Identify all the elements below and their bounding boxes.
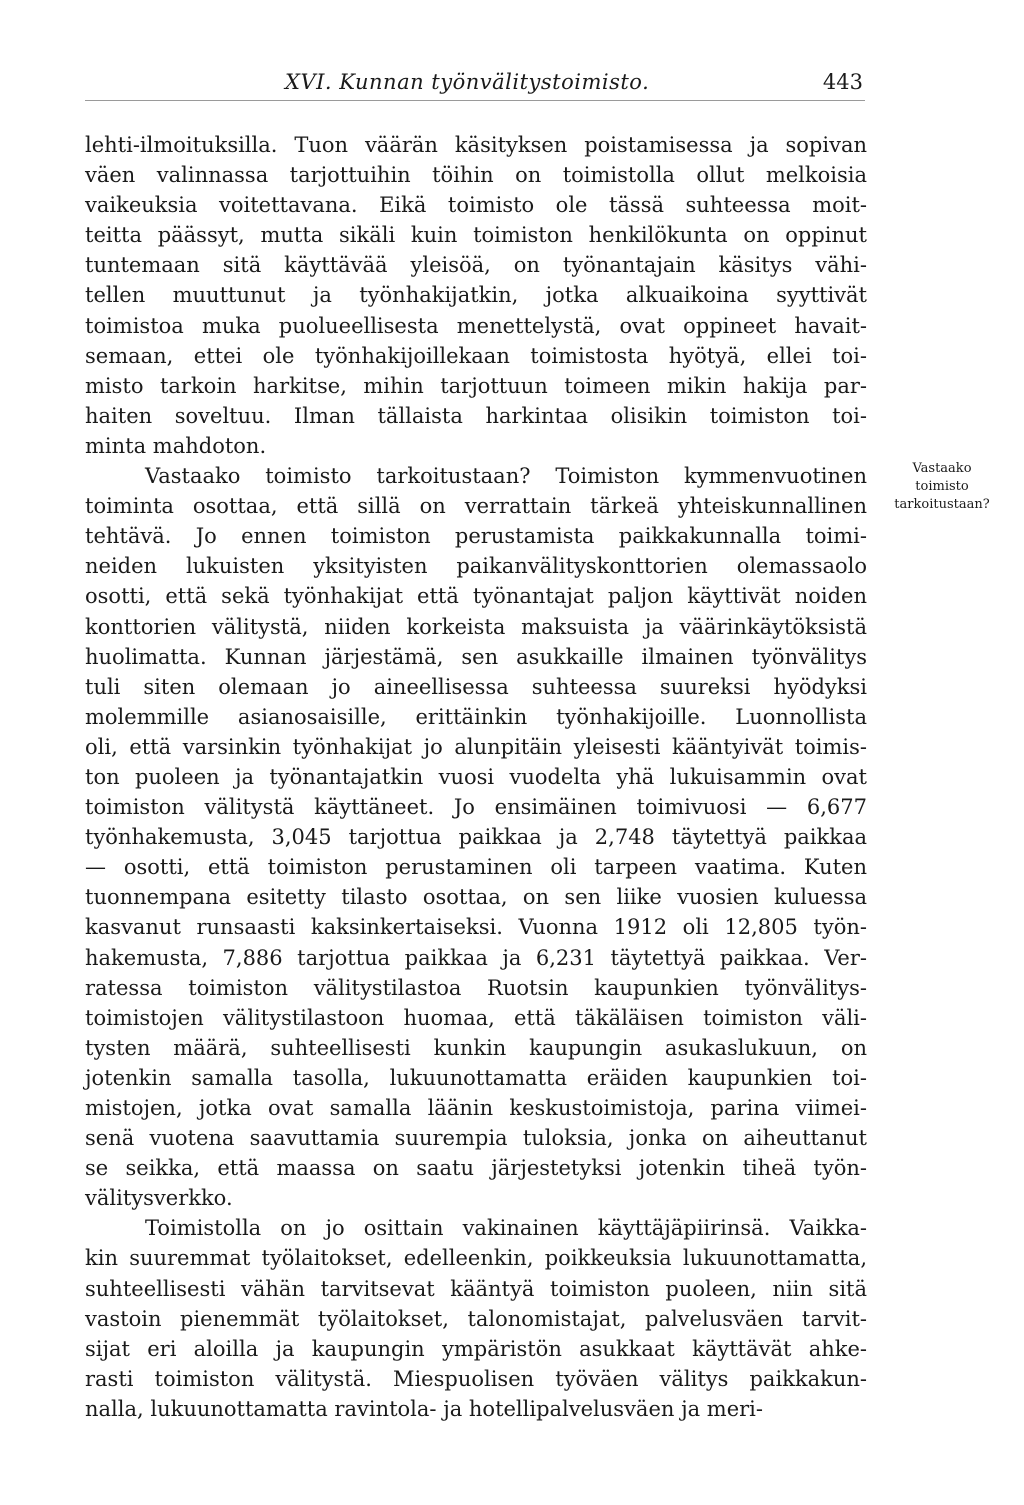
text-line: minta mahdoton. [85, 433, 267, 458]
text-line: teitta päässyt, mutta sikäli kuin toimiston henkilökunta on oppinut [85, 223, 867, 248]
text-line: mistojen, jotka ovat samalla läänin keskustoimistoja, parina viimei- [85, 1096, 867, 1120]
text-line: toimiston välitystä käyttäneet. Jo ensimäinen toimivuosi — 6,677 [85, 795, 867, 820]
page-number: 443 [822, 70, 863, 94]
text-line: misto tarkoin harkitse, mihin tarjottuun toimeen mikin hakija par- [85, 373, 867, 398]
text-line: nalla, lukuunottamatta ravintola- ja hotellipalvelusväen ja meri- [85, 1396, 763, 1421]
text-line: senä vuotena saavuttamia suurempia tuloksia, jonka on aiheuttanut [85, 1126, 867, 1151]
text-line: toiminta osottaa, että sillä on verrattain tärkeä yhteiskunnallinen [85, 494, 867, 519]
page-header [85, 70, 865, 102]
running-title: XVI. Kunnan työnvälitystoimisto. [285, 70, 650, 94]
text-line: Vastaako toimisto tarkoitustaan? Toimiston kymmenvuotinen [145, 464, 867, 489]
header-rule [85, 100, 865, 101]
text-line: toimistojen välitystilastoon huomaa, että täkäläisen toimiston väli- [85, 1005, 867, 1030]
text-line: haiten soveltuu. Ilman tällaista harkintaa olisikin toimiston toi- [85, 403, 867, 428]
text-line: tysten määrä, suhteellisesti kunkin kaupungin asukaslukuun, on [85, 1035, 867, 1060]
text-line: molemmille asianosaisille, erittäinkin työnhakijoille. Luonnollista [85, 704, 867, 729]
text-line: suhteellisesti vähän tarvitsevat kääntyä toimiston puoleen, niin sitä [85, 1276, 867, 1301]
text-line: kin suuremmat työlaitokset, edelleenkin, poikkeuksia lukuunottamatta, [85, 1246, 867, 1271]
text-line: se seikka, että maassa on saatu järjestetyksi jotenkin tiheä työn- [85, 1156, 867, 1181]
text-line: tuli siten olemaan jo aineellisessa suhteessa suureksi hyödyksi [85, 674, 867, 699]
text-line: väen valinnassa tarjottuihin töihin on toimistolla ollut melkoisia [85, 163, 867, 188]
text-line: välitysverkko. [85, 1186, 233, 1211]
text-line: toimistoa muka puolueellisesta menettelystä, ovat oppineet havait- [85, 313, 867, 338]
text-line: vaikeuksia voitettavana. Eikä toimisto ole tässä suhteessa moit- [85, 193, 867, 218]
paragraph [85, 130, 867, 461]
text-line: — osotti, että toimiston perustaminen oli tarpeen vaatima. Kuten [85, 855, 867, 880]
marginal-note-line: Vastaako [912, 461, 972, 476]
text-line: osotti, että sekä työnhakijat että työnantajat paljon käyttivät noiden [85, 584, 867, 609]
text-line: hakemusta, 7,886 tarjottua paikkaa ja 6,231 täytettyä paikkaa. Ver- [85, 945, 867, 970]
text-line: tuntemaan sitä käyttävää yleisöä, on työnantajain käsitys vähi- [85, 253, 867, 278]
marginal-note [872, 460, 1012, 514]
text-line: tellen muuttunut ja työnhakijatkin, jotka alkuaikoina syyttivät [85, 283, 867, 308]
text-line: ton puoleen ja työnantajatkin vuosi vuodelta yhä lukuisammin ovat [85, 764, 867, 789]
body-text [85, 130, 867, 1424]
text-line: oli, että varsinkin työnhakijat jo alunpitäin yleisesti kääntyivät toimis- [85, 734, 867, 759]
marginal-note-line: tarkoitustaan? [894, 497, 990, 512]
text-line: rasti toimiston välitystä. Miespuolisen työväen välitys paikkakun- [85, 1366, 867, 1391]
text-line: neiden lukuisten yksityisten paikanvälityskonttorien olemassaolo [85, 554, 867, 579]
text-line: jotenkin samalla tasolla, lukuunottamatta eräiden kaupunkien toi- [85, 1065, 867, 1090]
paragraph [85, 461, 867, 1213]
text-line: työnhakemusta, 3,045 tarjottua paikkaa ja 2,748 täytettyä paikkaa [85, 825, 867, 850]
text-line: vastoin pienemmät työlaitokset, talonomistajat, palvelusväen tarvit- [85, 1306, 867, 1331]
text-line: tuonnempana esitetty tilasto osottaa, on sen liike vuosien kuluessa [85, 885, 867, 910]
text-line: lehti-ilmoituksilla. Tuon väärän käsityksen poistamisessa ja sopivan [85, 133, 867, 157]
marginal-note-line: toimisto [915, 479, 969, 494]
text-line: sijat eri aloilla ja kaupungin ympäristön asukkaat käyttävät ahke- [85, 1336, 867, 1361]
text-line: kasvanut runsaasti kaksinkertaiseksi. Vuonna 1912 oli 12,805 työn- [85, 915, 867, 940]
paragraph [85, 1213, 867, 1424]
text-line: Toimistolla on jo osittain vakinainen käyttäjäpiirinsä. Vaikka- [145, 1216, 867, 1241]
text-line: tehtävä. Jo ennen toimiston perustamista paikkakunnalla toimi- [85, 524, 867, 549]
text-line: ratessa toimiston välitystilastoa Ruotsin kaupunkien työnvälitys- [85, 975, 867, 1000]
text-line: huolimatta. Kunnan järjestämä, sen asukkaille ilmainen työnvälitys [85, 644, 867, 669]
text-line: konttorien välitystä, niiden korkeista maksuista ja väärinkäytöksistä [85, 614, 867, 639]
text-line: semaan, ettei ole työnhakijoillekaan toimistosta hyötyä, ellei toi- [85, 343, 867, 368]
